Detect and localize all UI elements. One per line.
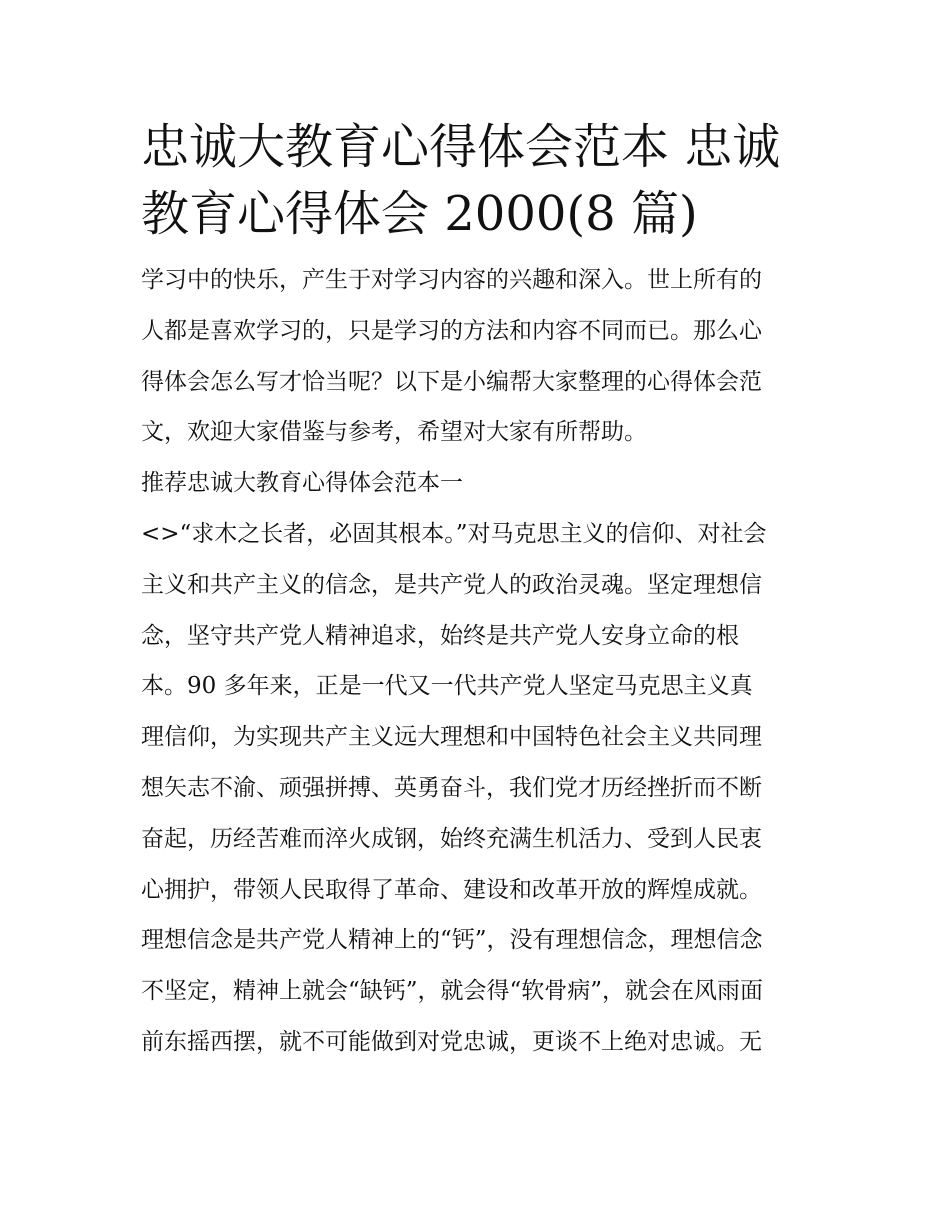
text-line: 主义和共产主义的信念，是共产党人的政治灵魂。坚定理想信 bbox=[141, 571, 762, 598]
text-line: 本。90 多年来，正是一代又一代共产党人坚定马克思主义真 bbox=[141, 673, 753, 700]
text-line: 心拥护，带领人民取得了革命、建设和改革开放的辉煌成就。 bbox=[141, 876, 762, 903]
text-line: 人都是喜欢学习的，只是学习的方法和内容不同而已。那么心 bbox=[141, 317, 762, 344]
text-line: 得体会怎么写才恰当呢？以下是小编帮大家整理的心得体会范 bbox=[141, 368, 762, 395]
text-line: 念，坚守共产党人精神追求，始终是共产党人安身立命的根 bbox=[141, 622, 739, 649]
title-line: 教育心得体会 2000(8 篇) bbox=[141, 186, 698, 242]
text-line: 想矢志不渝、顽强拼搏、英勇奋斗，我们党才历经挫折而不断 bbox=[141, 774, 762, 801]
text-line: 学习中的快乐，产生于对学习内容的兴趣和深入。世上所有的 bbox=[141, 267, 762, 293]
text-line: 奋起，历经苦难而淬火成钢，始终充满生机活力、受到人民衷 bbox=[141, 825, 762, 852]
text-line: <>“求木之长者，必固其根本。”对马克思主义的信仰、对社会 bbox=[141, 520, 767, 547]
document-content bbox=[141, 114, 813, 1068]
title-line: 忠诚大教育心得体会范本 忠诚 bbox=[141, 119, 781, 175]
document-body bbox=[141, 255, 813, 1068]
text-line: 文，欢迎大家借鉴与参考，希望对大家有所帮助。 bbox=[141, 419, 647, 446]
text-line: 不坚定，精神上就会“缺钙”，就会得“软骨病”，就会在风雨面 bbox=[141, 978, 764, 1005]
section-heading: 推荐忠诚大教育心得体会范本一 bbox=[141, 470, 463, 497]
text-line: 前东摇西摆，就不可能做到对党忠诚，更谈不上绝对忠诚。无 bbox=[141, 1028, 762, 1055]
document-title bbox=[141, 114, 813, 248]
text-line: 理信仰，为实现共产主义远大理想和中国特色社会主义共同理 bbox=[141, 724, 762, 751]
text-line: 理想信念是共产党人精神上的“钙”，没有理想信念，理想信念 bbox=[141, 927, 763, 954]
